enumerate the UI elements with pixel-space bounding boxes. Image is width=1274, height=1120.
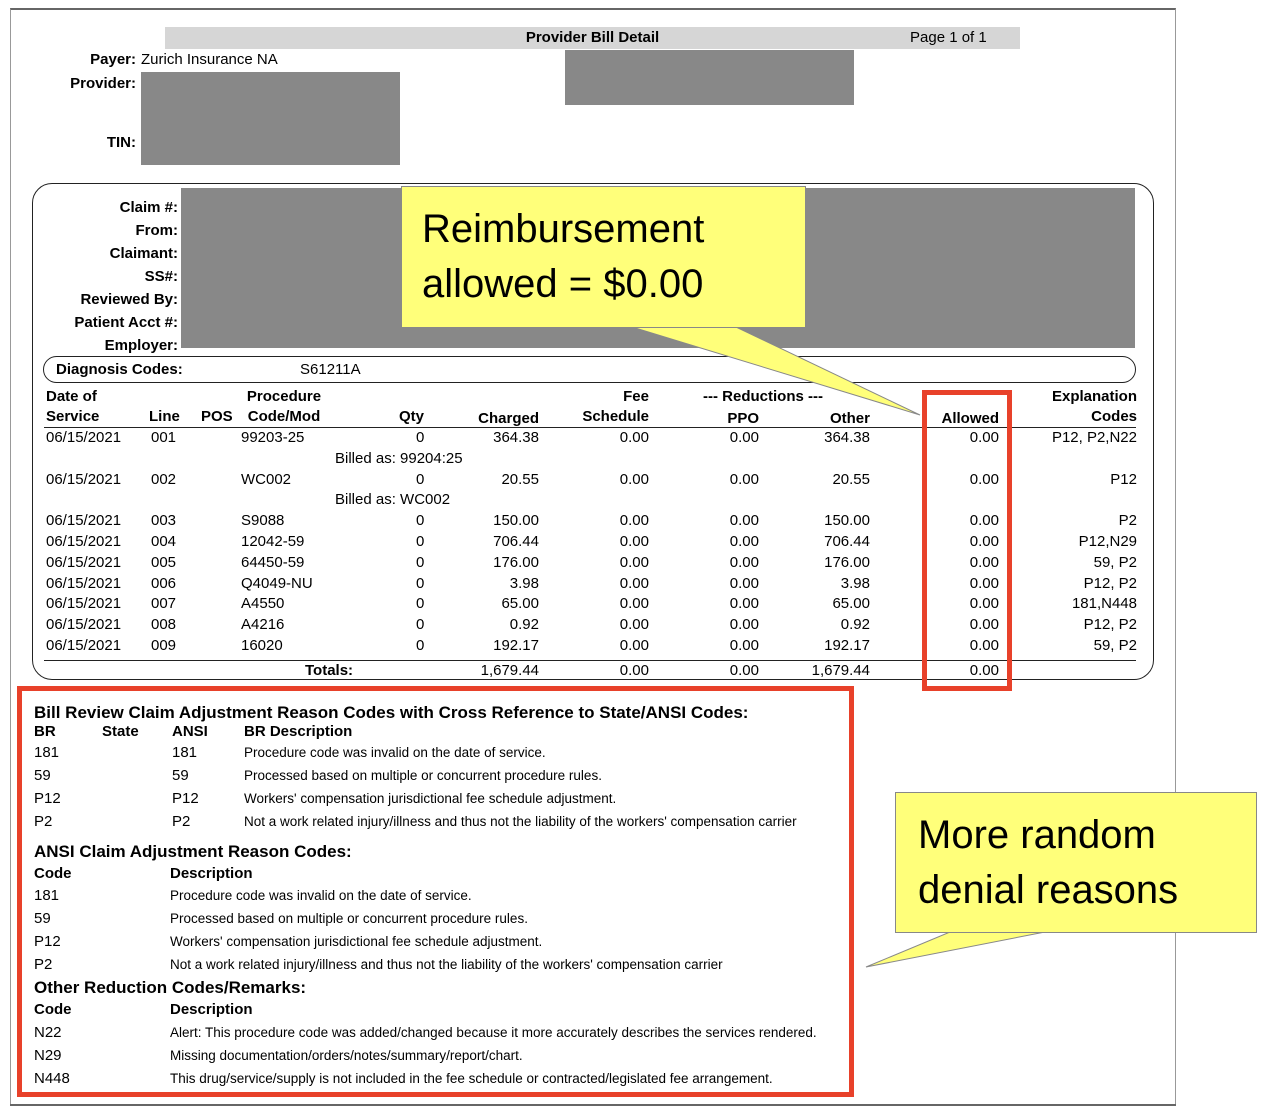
payer-label: Payer:	[90, 51, 136, 68]
allowed-amount: 0.00	[969, 429, 999, 446]
remark-code: N448	[34, 1070, 70, 1087]
ansi-code: 181	[34, 887, 60, 904]
ansi-code: P12	[34, 933, 61, 950]
line-number: 004	[151, 533, 177, 550]
remark-description: Missing documentation/orders/notes/summary/report/chart.	[170, 1048, 523, 1063]
ppo-reduction: 0.00	[729, 553, 759, 571]
charged: 706.44	[493, 533, 539, 550]
allowed-amount: 0.00	[969, 533, 999, 550]
qty: 0	[416, 470, 425, 488]
procedure-code: WC002	[241, 470, 292, 488]
ansi-description: Procedure code was invalid on the date of service.	[170, 888, 472, 903]
allowed-amount: 0.00	[969, 512, 999, 530]
ppo-reduction: 0.00	[729, 616, 759, 634]
service-date: 06/15/2021	[46, 512, 122, 530]
remark-code: N29	[34, 1047, 62, 1064]
service-date: 06/15/2021	[46, 553, 122, 571]
br-col-state: State	[102, 723, 139, 740]
fee-schedule: 0.00	[619, 512, 649, 530]
billed-as-note: Billed as: 99204:25	[335, 449, 463, 467]
provider-label: Provider:	[70, 75, 136, 92]
page-title: Provider Bill Detail	[525, 29, 660, 46]
tin-label: TIN:	[106, 134, 136, 151]
reimbursement-pointer	[632, 327, 920, 415]
fee-schedule: 0.00	[619, 574, 649, 592]
other-reduction: 65.00	[832, 595, 870, 613]
ansi-description: Not a work related injury/illness and thus not the liability of the workers' compensation carrier	[170, 957, 723, 972]
other-reduction: 706.44	[824, 533, 870, 550]
col-other-header: Other	[829, 410, 870, 427]
col-fee-header: Fee Schedule	[582, 388, 649, 425]
explanation-codes: P12, P2	[1083, 616, 1137, 634]
allowed-amount: 0.00	[969, 595, 999, 613]
payer-value: Zurich Insurance NA	[141, 51, 278, 68]
procedure-code: A4550	[241, 595, 285, 613]
diagnosis-label: Diagnosis Codes:	[56, 361, 183, 378]
remark-code: N22	[34, 1024, 62, 1041]
col-proc-header: Procedure Code/Mod	[246, 388, 322, 425]
service-date: 06/15/2021	[46, 574, 122, 592]
line-number: 006	[151, 574, 177, 592]
line-number: 002	[151, 470, 177, 488]
other-col-code: Code	[34, 1001, 72, 1018]
charged: 65.00	[501, 595, 539, 613]
br-col-ansi: ANSI	[172, 723, 208, 740]
line-number: 007	[151, 595, 177, 613]
ppo-reduction: 0.00	[729, 429, 759, 446]
explanation-codes: 59, P2	[1093, 553, 1137, 571]
fee-schedule: 0.00	[619, 470, 649, 488]
fee-schedule: 0.00	[619, 533, 649, 550]
procedure-code: A4216	[241, 616, 285, 634]
claim-field-label: Reviewed By:	[80, 291, 178, 308]
procedure-code: Q4049-NU	[241, 574, 313, 592]
br-description: Workers' compensation jurisdictional fee schedule adjustment.	[244, 791, 617, 806]
totals-charged: 1,679.44	[480, 662, 539, 679]
explanation-codes: P2	[1118, 512, 1137, 530]
br-description: Procedure code was invalid on the date of service.	[244, 745, 546, 760]
claim-field-label: Patient Acct #:	[74, 314, 178, 331]
service-date: 06/15/2021	[46, 595, 122, 613]
col-line-header: Line	[149, 408, 180, 425]
col-charged-header: Charged	[478, 410, 539, 427]
br-code: P2	[34, 813, 53, 830]
service-date: 06/15/2021	[46, 533, 122, 550]
qty: 0	[416, 553, 425, 571]
claim-field-label: Claim #:	[119, 199, 178, 216]
allowed-amount: 0.00	[969, 616, 999, 634]
fee-schedule: 0.00	[619, 616, 649, 634]
ansi-col-code: Code	[34, 865, 72, 882]
diagnosis-code: S61211A	[300, 361, 361, 378]
claim-field-label: From:	[135, 222, 178, 239]
ppo-reduction: 0.00	[729, 512, 759, 530]
service-date: 06/15/2021	[46, 637, 122, 654]
br-description: Not a work related injury/illness and thus not the liability of the workers' compensation carrier	[244, 814, 797, 829]
br-section-title: Bill Review Claim Adjustment Reason Codes with Cross Reference to State/ANSI Codes:	[34, 703, 749, 722]
charged: 20.55	[501, 470, 539, 488]
ppo-reduction: 0.00	[729, 533, 759, 550]
qty: 0	[416, 574, 425, 592]
other-reduction: 0.92	[840, 616, 870, 634]
explanation-codes: P12, P2,N22	[1051, 429, 1137, 446]
br-col-desc: BR Description	[244, 723, 353, 740]
allowed-amount: 0.00	[969, 553, 999, 571]
ansi-section-title: ANSI Claim Adjustment Reason Codes:	[34, 842, 352, 861]
ansi-code: 59	[34, 910, 51, 927]
procedure-code: S9088	[241, 512, 285, 530]
totals-fee: 0.00	[619, 662, 649, 679]
billed-as-note: Billed as: WC002	[335, 491, 451, 509]
ansi-code: 181	[172, 744, 198, 761]
ansi-code: 59	[172, 767, 189, 784]
ansi-description: Workers' compensation jurisdictional fee schedule adjustment.	[170, 934, 543, 949]
service-date: 06/15/2021	[46, 616, 122, 634]
line-number: 008	[151, 616, 177, 634]
qty: 0	[416, 429, 425, 446]
ppo-reduction: 0.00	[729, 574, 759, 592]
qty: 0	[416, 595, 425, 613]
procedure-code: 99203-25	[241, 429, 305, 446]
other-section-title: Other Reduction Codes/Remarks:	[34, 978, 307, 997]
col-qty-header: Qty	[399, 408, 425, 425]
br-code: 181	[34, 744, 60, 761]
procedure-code: 12042-59	[241, 533, 305, 550]
ansi-col-desc: Description	[170, 865, 253, 882]
totals-ppo: 0.00	[729, 662, 759, 679]
procedure-code: 64450-59	[241, 553, 305, 571]
col-codes-header: Explanation Codes	[1051, 388, 1137, 425]
line-number: 005	[151, 553, 177, 571]
br-col-br: BR	[34, 723, 56, 740]
fee-schedule: 0.00	[619, 595, 649, 613]
explanation-codes: P12	[1110, 470, 1137, 488]
explanation-codes: 181,N448	[1071, 595, 1137, 613]
ppo-reduction: 0.00	[729, 595, 759, 613]
col-date-header: Date of Service	[46, 388, 100, 425]
totals-label: Totals:	[305, 662, 354, 679]
remark-description: Alert: This procedure code was added/changed because it more accurately describes the services rendered.	[170, 1025, 817, 1040]
reimbursement-callout: Reimbursement allowed = $0.00	[401, 186, 806, 328]
charged: 0.92	[509, 616, 539, 634]
explanation-codes: 59, P2	[1093, 637, 1137, 654]
qty: 0	[416, 616, 425, 634]
ansi-code: P2	[172, 813, 191, 830]
other-reduction: 192.17	[824, 637, 870, 654]
denial-callout: More random denial reasons	[895, 792, 1257, 933]
service-date: 06/15/2021	[46, 470, 122, 488]
explanation-codes: P12, P2	[1083, 574, 1137, 592]
totals-other: 1,679.44	[811, 662, 870, 679]
explanation-codes: P12,N29	[1078, 533, 1137, 550]
charged: 150.00	[493, 512, 539, 530]
line-number: 003	[151, 512, 177, 530]
ppo-reduction: 0.00	[729, 470, 759, 488]
totals-allowed: 0.00	[969, 662, 999, 679]
procedure-code: 16020	[241, 637, 283, 654]
br-code: P12	[34, 790, 61, 807]
ansi-code: P2	[34, 956, 53, 973]
claim-field-label: Claimant:	[109, 245, 178, 262]
charged: 364.38	[493, 429, 539, 446]
other-reduction: 3.98	[840, 574, 870, 592]
col-ppo-header: PPO	[727, 410, 759, 427]
ppo-reduction: 0.00	[729, 637, 759, 654]
denial-pointer	[866, 932, 1045, 967]
charged: 192.17	[493, 637, 539, 654]
qty: 0	[416, 512, 425, 530]
other-reduction: 364.38	[824, 429, 870, 446]
ansi-code: P12	[172, 790, 199, 807]
page-number: Page 1 of 1	[910, 29, 987, 46]
col-reductions-header: --- Reductions ---	[703, 388, 823, 405]
ansi-description: Processed based on multiple or concurrent procedure rules.	[170, 911, 528, 926]
fee-schedule: 0.00	[619, 429, 649, 446]
fee-schedule: 0.00	[619, 637, 649, 654]
claim-field-label: SS#:	[144, 268, 178, 285]
other-reduction: 20.55	[832, 470, 870, 488]
line-number: 009	[151, 637, 177, 654]
other-reduction: 176.00	[824, 553, 870, 571]
qty: 0	[416, 533, 425, 550]
charged: 176.00	[493, 553, 539, 571]
service-date: 06/15/2021	[46, 429, 122, 446]
charged: 3.98	[509, 574, 539, 592]
remark-description: This drug/service/supply is not included in the fee schedule or contracted/legislated fee arrangement.	[170, 1071, 773, 1086]
allowed-amount: 0.00	[969, 637, 999, 654]
col-allowed-header: Allowed	[941, 410, 999, 427]
claim-field-label: Employer:	[104, 337, 178, 354]
col-pos-header: POS	[201, 408, 233, 425]
allowed-amount: 0.00	[969, 574, 999, 592]
other-col-desc: Description	[170, 1001, 253, 1018]
br-description: Processed based on multiple or concurrent procedure rules.	[244, 768, 602, 783]
allowed-amount: 0.00	[969, 470, 999, 488]
qty: 0	[416, 637, 425, 654]
line-number: 001	[151, 429, 177, 446]
other-reduction: 150.00	[824, 512, 870, 530]
br-code: 59	[34, 767, 51, 784]
fee-schedule: 0.00	[619, 553, 649, 571]
